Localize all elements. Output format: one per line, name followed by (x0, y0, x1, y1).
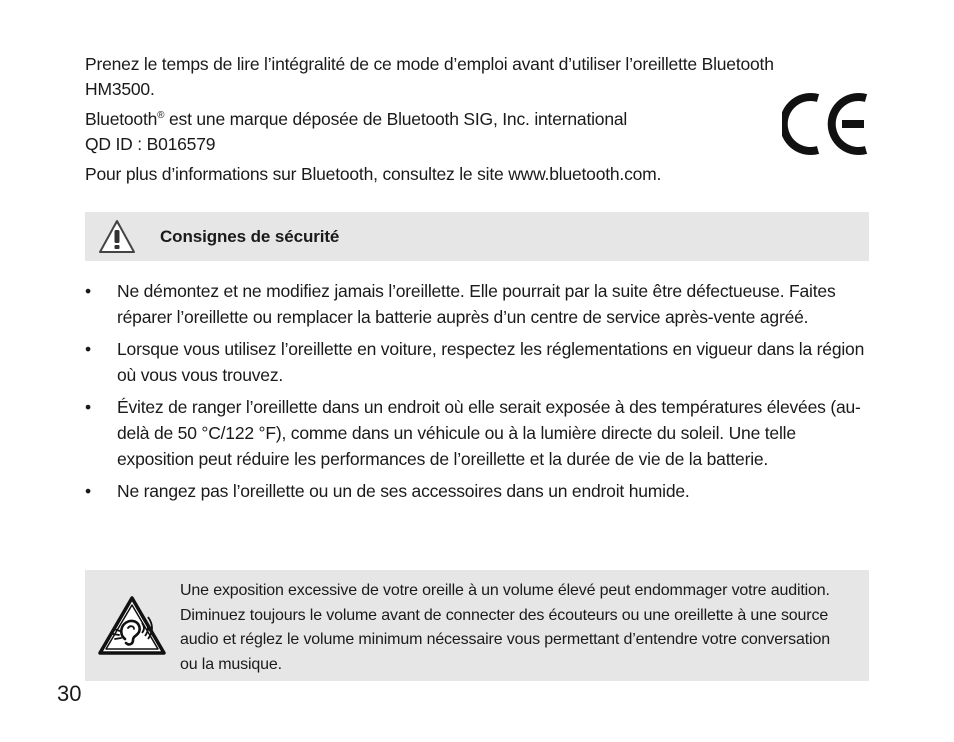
intro-section (85, 52, 775, 187)
bullet-marker: • (85, 481, 91, 501)
hearing-warning-box (85, 570, 869, 681)
list-item (85, 278, 875, 330)
hearing-warning-text: Une exposition excessive de votre oreille à un volume élevé peut endommager votre audition. Diminuez toujours le volume avant de connecter des écouteurs ou une oreillette à une source audio et réglez le volume minimum nécessaire vous permettant d’entendre votre conversation ou la musique. (180, 582, 830, 673)
intro-more-info: Pour plus d’informations sur Bluetooth, consultez le site www.bluetooth.com. (85, 164, 662, 184)
warning-triangle-icon (97, 218, 137, 255)
list-item-text: Ne rangez pas l’oreillette ou un de ses accessoires dans un endroit humide. (117, 481, 690, 501)
list-item-text: Lorsque vous utilisez l’oreillette en voiture, respectez les réglementations en vigueur dans la région où vous vous trouvez. (117, 339, 865, 385)
list-item (85, 478, 875, 504)
qd-id: QD ID : B016579 (85, 134, 216, 154)
list-item-text: Évitez de ranger l’oreillette dans un endroit où elle serait exposée à des températures élevées (au-delà de 50 °C/122 °F), comme dans un véhicule ou à la lumière directe du soleil. Une telle exposition peut réduire les performances de l’oreillette et la durée de vie de la batterie. (117, 397, 861, 469)
trademark-word: Bluetooth (85, 109, 158, 129)
bullet-marker: • (85, 339, 91, 359)
safety-title: Consignes de sécurité (160, 227, 340, 246)
safety-heading-bar (85, 212, 869, 261)
list-item-text: Ne démontez et ne modifiez jamais l’oreillette. Elle pourrait par la suite être défectueuse. Faites réparer l’oreillette ou remplacer la batterie auprès d’un centre de service après-vente agréé. (117, 281, 836, 327)
registered-mark: ® (157, 110, 165, 122)
hearing-hazard-icon (97, 595, 167, 657)
ce-mark-icon (782, 90, 870, 158)
bullet-marker: • (85, 281, 91, 301)
safety-list (85, 278, 875, 510)
bullet-marker: • (85, 397, 91, 417)
list-item (85, 336, 875, 388)
trademark-text: est une marque déposée de Bluetooth SIG, Inc. international (164, 109, 628, 129)
page-number: 30 (57, 681, 82, 706)
intro-trademark (85, 107, 775, 157)
intro-read-manual: Prenez le temps de lire l’intégralité de ce mode d’emploi avant d’utiliser l’oreillette Bluetooth HM3500. (85, 54, 774, 99)
list-item (85, 394, 875, 472)
